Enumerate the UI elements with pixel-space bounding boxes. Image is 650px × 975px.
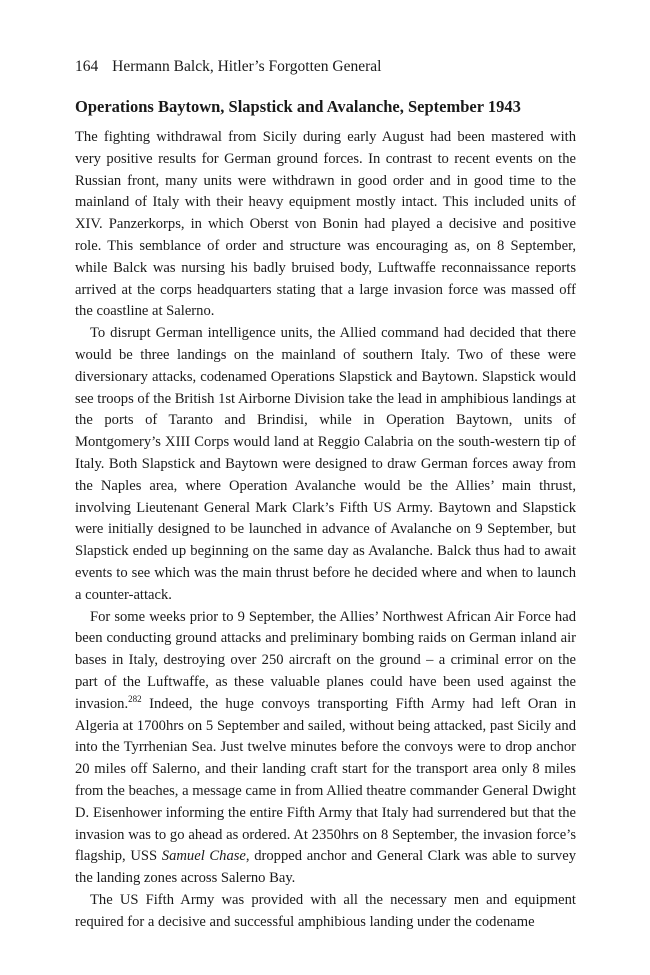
running-title: Hermann Balck, Hitler’s Forgotten General: [112, 58, 382, 75]
paragraph-3-text-a: For some weeks prior to 9 September, the Allies’ Northwest African Air Force had been conducting ground attacks and preliminary bombing raids on German inland air bases in Italy, destroying over 250 aircraft on the ground – a criminal error on the part of the Luftwaffe, as these valuable planes could have been used against the invasion.: [75, 608, 576, 712]
paragraph-3-text-c: , dropped anchor and General Clark was able to survey the landing zones across Salerno Bay.: [75, 848, 577, 887]
paragraph-3-text-b: Indeed, the huge convoys transporting Fifth Army had left Oran in Algeria at 1700hrs on 5 September and sailed, without being attacked, past Sicily and into the Tyrrhenian Sea. Just twelve minutes before the convoys were to drop anchor 20 miles off Salerno, and their landing craft start for the transport area only 8 miles from the beaches, a message came in from Allied theatre commander General Dwight D. Eisenhower informing the entire Fifth Army that Italy had surrendered but that the invasion was to go ahead as ordered. At 2350hrs on 8 September, the invasion force’s flagship, USS: [75, 695, 576, 865]
book-page: [75, 56, 576, 933]
body-text: [75, 127, 576, 933]
paragraph-2: To disrupt German intelligence units, the Allied command had decided that there would be three landings on the mainland of southern Italy. Two of these were diversionary attacks, codenamed Operations Slapstick and Baytown. Slapstick would see troops of the British 1st Airborne Division take the lead in amphibious landings at the ports of Taranto and Brindisi, while in Operation Baytown, units of Montgomery’s XIII Corps would land at Reggio Calabria on the south-western tip of Italy. Both Slapstick and Baytown were designed to draw German forces away from the Naples area, where Operation Avalanche would be the Allies’ main thrust, involving Lieutenant General Mark Clark’s Fifth US Army. Baytown and Slapstick were initially designed to be launched in advance of Avalanche on 9 September, but Slapstick ended up beginning on the same day as Avalanche. Balck thus had to await events to see which was the main thrust before he decided where and when to launch a counter-attack.: [75, 325, 576, 603]
running-head: [75, 56, 576, 78]
paragraph-4: The US Fifth Army was provided with all the necessary men and equipment required for a decisive and successful amphibious landing under the codename: [75, 891, 576, 930]
ship-name: Samuel Chase: [161, 848, 246, 865]
paragraph-1: The fighting withdrawal from Sicily during early August had been mastered with very positive results for German ground forces. In contrast to recent events on the Russian front, many units were withdrawn in good order and in good time to the mainland of Italy with their heavy equipment mostly intact. This included units of XIV. Panzerkorps, in which Oberst von Bonin had played a decisive and positive role. This semblance of order and structure was encouraging as, on 8 September, while Balck was nursing his badly bruised body, Luftwaffe reconnaissance reports arrived at the corps headquarters stating that a large invasion force was massed off the coastline at Salerno.: [75, 129, 576, 320]
section-heading: Operations Baytown, Slapstick and Avalanche, September 1943: [75, 97, 521, 116]
paragraph-3: [75, 607, 576, 890]
page-number: 164: [75, 58, 99, 75]
footnote-reference: 282: [128, 693, 142, 704]
